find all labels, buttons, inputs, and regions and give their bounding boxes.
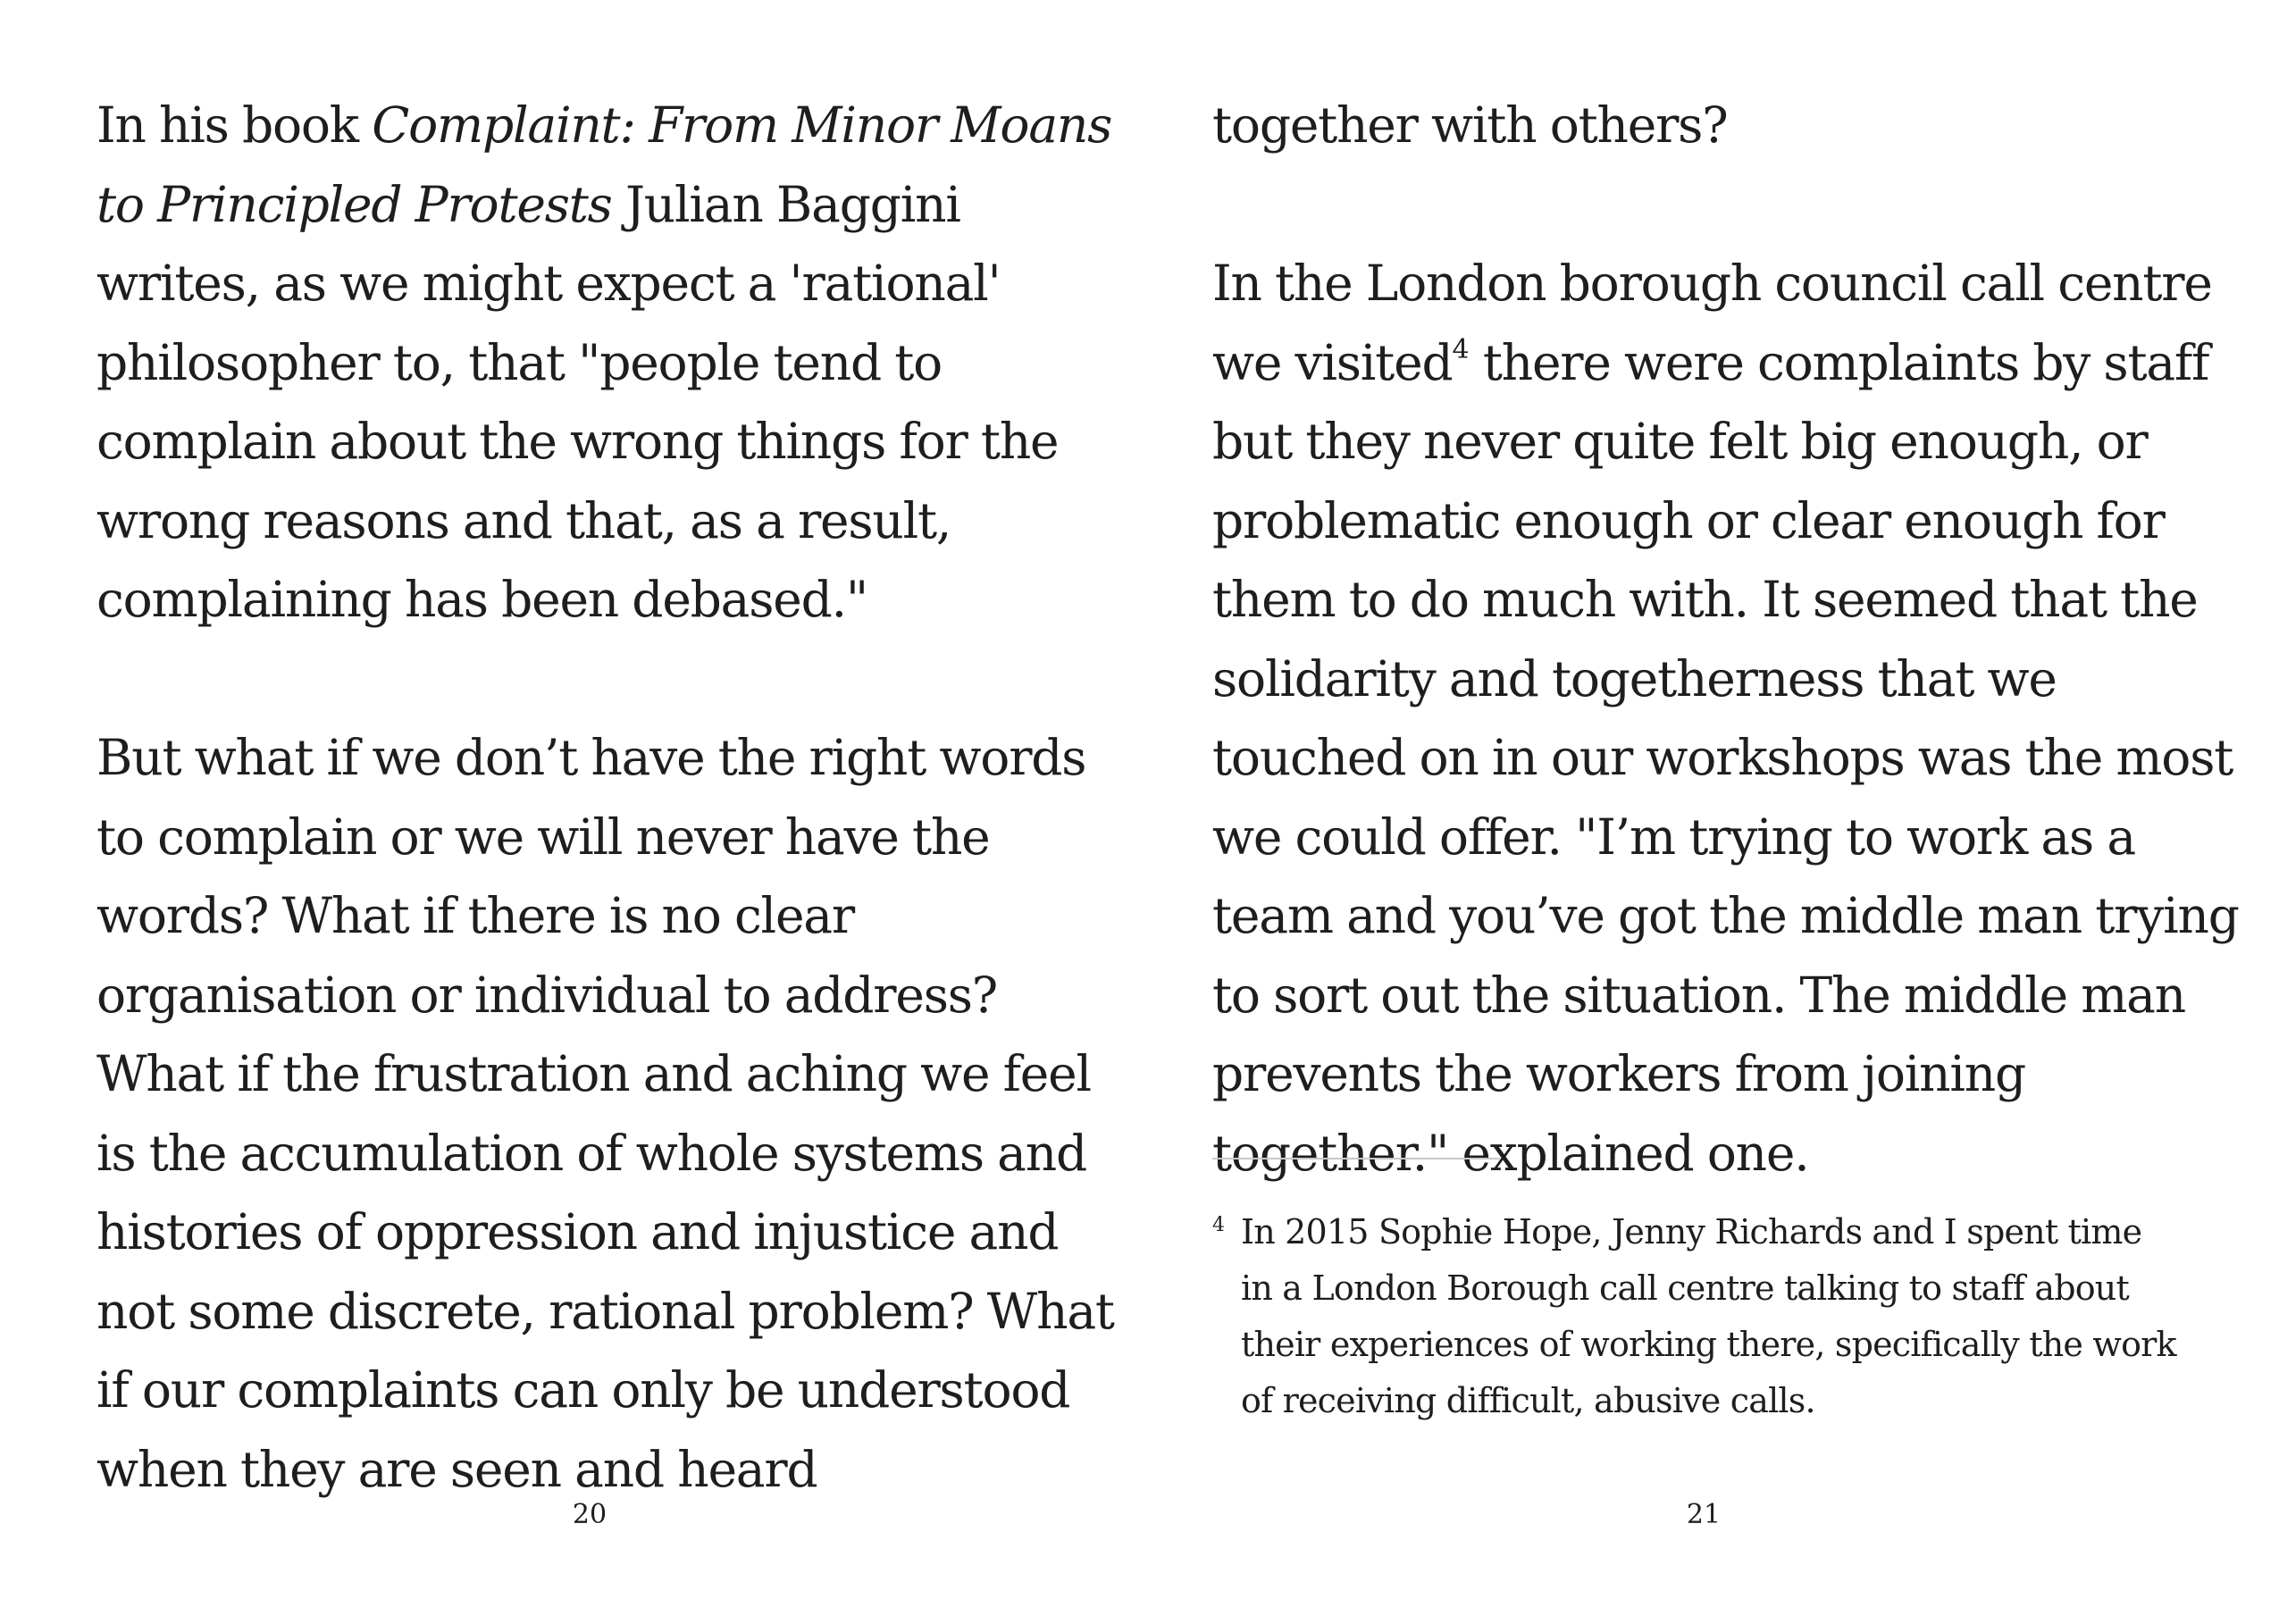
left-page: [96, 0, 1115, 1624]
footnote: [1212, 1204, 2177, 1429]
footnote-mark: 4: [1212, 1214, 1225, 1236]
left-paragraph-1: [96, 86, 1115, 640]
right-page: [1212, 0, 2240, 1624]
book-title: Complaint: From Minor Moans to Principled Protests: [96, 96, 1112, 233]
footnote-text: In 2015 Sophie Hope, Jenny Richards and I spent time in a London Borough call centre talking to staff about their experiences of working there, specifically the work of receiving difficult, abusive calls.: [1241, 1212, 2176, 1420]
right-paragraph-2: [1212, 244, 2240, 1193]
right-paragraph-2-before-ref: In the London borough council call centre we visited: [1212, 255, 2212, 391]
right-paragraph-2-after-ref: there were complaints by staff but they never quite felt big enough, or problematic enough or clear enough for them to do much with. It seemed that the solidarity and togetherness that we touched on in our workshops was the most we could offer. "I’m trying to work as a team and you’ve got the middle man trying to sort out the situation. The middle man prevents the workers from joining together." explained one.: [1212, 333, 2239, 1182]
left-page-body: [96, 86, 1115, 1509]
footnote-reference[interactable]: 4: [1452, 333, 1470, 365]
page-number-right: 21: [1686, 1499, 1722, 1530]
page-number-left: 20: [572, 1499, 607, 1530]
right-page-body: [1212, 86, 2240, 1193]
left-paragraph-1-intro: In his book: [96, 96, 373, 154]
left-paragraph-2: But what if we don’t have the right words to complain or we will never have the words? What if there is no clear organisation or individual to address? What if the frustration and aching we feel is the accumulation of whole systems and histories of oppression and injustice and not some discrete, rational problem? What if our complaints can only be understood when they are seen and heard: [96, 729, 1114, 1498]
left-paragraph-1-rest: Julian Baggini writes, as we might expect a 'rational' philosopher to, that "people tend to complain about the wrong things for the wrong reasons and that, as a result, complaining has been debased.": [96, 175, 1059, 628]
footnote-divider: [1212, 1158, 1500, 1159]
right-paragraph-1: together with others?: [1212, 96, 1728, 154]
